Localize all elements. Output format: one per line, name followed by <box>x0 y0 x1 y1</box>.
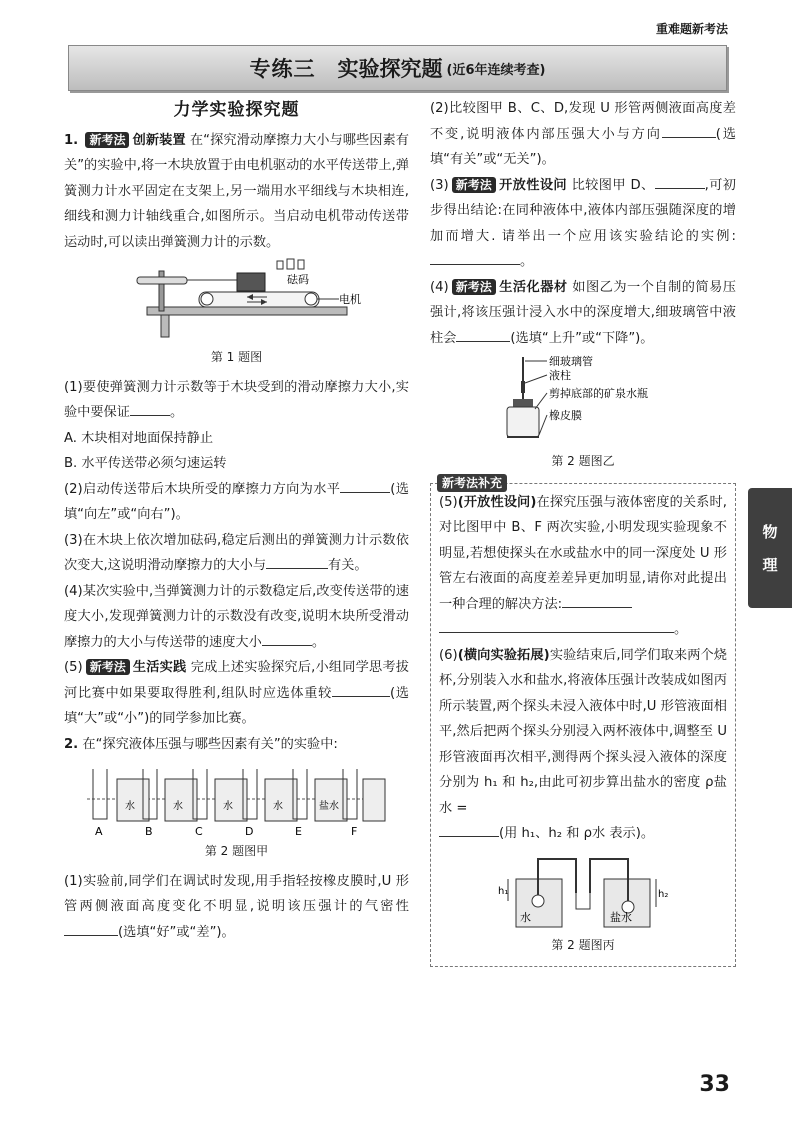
q1-option-b: B. 水平传送带必须匀速运转 <box>64 456 227 471</box>
membrane-label: 橡皮膜 <box>549 409 582 422</box>
answer-blank[interactable] <box>332 682 390 697</box>
right-column <box>430 96 736 967</box>
q2-part5: (5)(开放性设问)在探究压强与液体密度的关系时,对比图甲中 B、F 两次实验,小明发现实验现象不明显,若想使探头在水或盐水中的同一深度处 U 形管左右液面的高度差差异更加明显,请你对此提出一种合理的解决方法: 。 <box>439 494 727 637</box>
answer-blank[interactable] <box>130 401 170 416</box>
liquid-label: 水 <box>222 801 233 812</box>
q1-intro <box>64 128 409 256</box>
weights-label: 砝码 <box>286 273 309 286</box>
h2-label: h₂ <box>658 888 669 900</box>
q1-tag: 创新装置 <box>132 132 186 148</box>
tube-label: 细玻璃管 <box>549 355 593 368</box>
dual-beaker-diagram <box>498 849 668 933</box>
section-title: 力学实验探究题 <box>173 100 300 120</box>
answer-blank[interactable] <box>456 327 510 342</box>
figure-letter: C <box>194 825 203 838</box>
q1-part1: (1)要使弹簧测力计示数等于木块受到的滑动摩擦力大小,实验中要保证 。 <box>64 379 409 420</box>
side-tab-char: 理 <box>762 556 778 574</box>
question-number: 1. <box>64 132 79 148</box>
answer-blank[interactable] <box>439 618 674 633</box>
figure-letter: E <box>294 825 302 838</box>
figure-letter: A <box>94 825 103 838</box>
answer-blank[interactable] <box>562 593 632 608</box>
liquid-label: 水 <box>124 801 135 812</box>
answer-blank[interactable] <box>266 554 328 569</box>
q1-figure-caption: 第 1 题图 <box>210 350 263 364</box>
new-method-badge: 新考法 <box>452 177 496 193</box>
salt-label: 盐水 <box>610 910 632 924</box>
figure-letter: D <box>244 825 253 838</box>
new-method-badge: 新考法 <box>85 132 129 148</box>
answer-blank[interactable] <box>430 250 520 265</box>
liquid-label: 盐水 <box>318 801 339 812</box>
answer-blank[interactable] <box>655 174 705 189</box>
q1-option-a: A. 木块相对地面保持静止 <box>64 430 214 446</box>
new-method-badge: 新考法 <box>452 279 496 295</box>
q2-figure-b-caption: 第 2 题图乙 <box>551 454 615 468</box>
q1-part2: (2)启动传送带后木块所受的摩擦力方向为水平 (选填“向左”或“向右”)。 <box>64 477 409 528</box>
supplement-box <box>430 475 736 968</box>
supplement-box-title: 新考法补充 <box>437 474 507 492</box>
q1-part4: (4)某次实验中,当弹簧测力计的示数稳定后,改变传送带的速度大小,发现弹簧测力计的示数没有改变,说明木块所受滑动摩擦力的大小与传送带的速度大小 。 <box>64 583 409 650</box>
q1-part5: (5) 新考法 生活实践 完成上述实验探究后,小组同学思考拔河比赛中如果要取得胜利,组队时应选体重较 (选填“大”或“小”)的同学参加比赛。 <box>64 660 409 726</box>
answer-blank[interactable] <box>262 631 312 646</box>
banner-title: 专练三 <box>249 57 316 81</box>
liquid-label: 水 <box>272 801 283 812</box>
q2-part2: (2)比较图甲 B、C、D,发现 U 形管两侧液面高度差不变,说明液体内部压强大小与方向 (选填“有关”或“无关”)。 <box>430 101 736 167</box>
q1-part3: (3)在木块上依次增加砝码,稳定后测出的弹簧测力计示数依次变大,这说明滑动摩擦力的大小与 有关。 <box>64 532 409 573</box>
answer-blank[interactable] <box>64 921 118 936</box>
new-method-badge: 新考法 <box>86 659 130 675</box>
simple-manometer-diagram <box>483 353 683 449</box>
answer-blank[interactable] <box>439 822 499 837</box>
water-label: 水 <box>520 910 531 924</box>
q2-part6: (6)(横向实验拓展)实验结束后,同学们取来两个烧杯,分别装入水和盐水,将液体压强计改装成如图丙所示装置,两个探头未浸入液体中时,U 形管液面相平,然后把两个探头分别浸入两杯液体中,调整至 U 形管液面再次相平,测得两个探头浸入液体的深度分别为 h₁ 和 h₂,由此可初步算出盐水的密度 ρ盐水 = (用 h₁、h₂ 和 ρ水 表示)。 <box>439 647 727 841</box>
q2-intro: 2. 在“探究液体压强与哪些因素有关”的实验中: <box>64 736 338 752</box>
running-header: 重难题新考法 <box>655 22 728 36</box>
q2-part3: (3) 新考法 开放性设问 比较图甲 D、 ,可初步得出结论:在同种液体中,液体内部压强随深度的增加而增大. 请举出一个应用该实验结论的实例:。 <box>430 173 736 275</box>
q2-figure-b <box>430 353 736 475</box>
motor-label: 电机 <box>338 293 361 306</box>
q2-figure-c <box>439 849 727 959</box>
liquid-label: 水 <box>172 801 183 812</box>
q1-intro-text: 在“探究滑动摩擦力大小与哪些因素有关”的实验中,将一木块放置于由电机驱动的水平传送带上,弹簧测力计水平固定在支架上,另一端用水平细线与木块相连,细线和测力计轴线重合,如图所示。当启动电机带动传送带运动时,可以读出弹簧测力计的示数。 <box>64 132 409 250</box>
subject-side-tab <box>748 488 792 608</box>
left-column <box>64 96 409 945</box>
bottle-label: 剪掉底部的矿泉水瓶 <box>549 387 648 400</box>
q2-part1: (1)实验前,同学们在调试时发现,用手指轻按橡皮膜时,U 形管两侧液面高度变化不明显,说明该压强计的气密性(选填“好”或“差”)。 <box>64 873 409 940</box>
conveyor-diagram <box>117 257 361 345</box>
page-number: 33 <box>699 1072 730 1097</box>
figure-letter: B <box>144 825 153 838</box>
q1-figure <box>64 257 409 371</box>
q2-figure-a <box>64 759 409 865</box>
column-label: 液柱 <box>549 369 571 382</box>
banner-subtitle: 实验探究题 <box>337 57 443 81</box>
q2-part4: (4) 新考法 生活化器材 如图乙为一个自制的简易压强计,将该压强计浸入水中的深度增大,细玻璃管中液柱会 (选填“上升”或“下降”)。 <box>430 279 736 346</box>
answer-blank[interactable] <box>340 478 390 493</box>
side-tab-char: 物 <box>762 523 778 541</box>
q2-figure-a-caption: 第 2 题图甲 <box>204 844 269 858</box>
chapter-banner <box>68 45 727 91</box>
banner-note: (近6年连续考查) <box>446 62 546 78</box>
h1-label: h₁ <box>498 885 509 897</box>
q2-figure-c-caption: 第 2 题图丙 <box>551 937 615 952</box>
answer-blank[interactable] <box>662 123 716 138</box>
u-tube-series-diagram <box>87 759 387 839</box>
figure-letter: F <box>350 825 357 838</box>
